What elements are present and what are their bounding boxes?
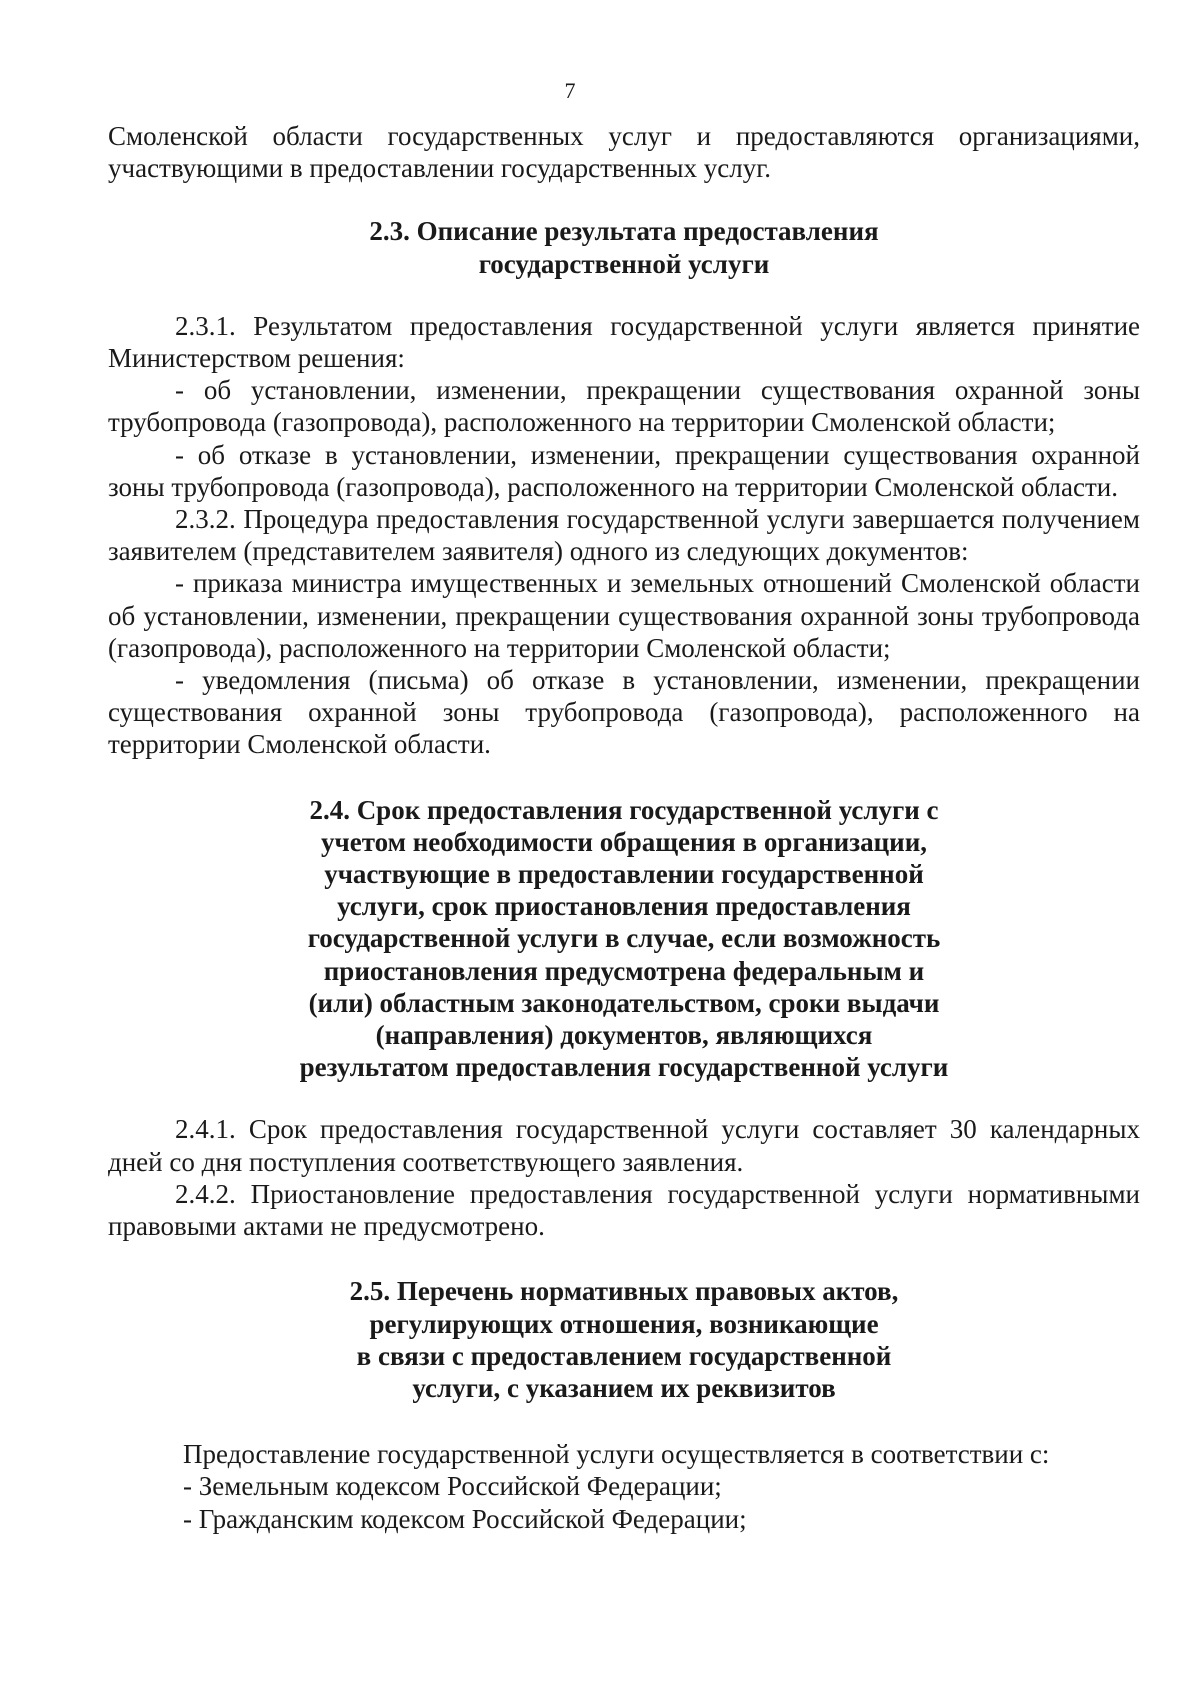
document-body bbox=[108, 120, 1140, 1535]
section-2-3-heading bbox=[108, 215, 1140, 279]
section-2-3-heading-line: 2.3. Описание результата предоставления bbox=[369, 216, 879, 247]
section-2-5-heading bbox=[108, 1275, 1140, 1404]
list-item-order: - приказа министра имущественных и земельных отношений Смоленской области об установлении, изменении, прекращении существования охранной зоны трубопровода (газопровода), расположенного на территории Смоленской области; bbox=[108, 568, 1140, 663]
section-2-4-heading-line: государственной услуги в случае, если возможность bbox=[307, 923, 941, 954]
section-2-4-heading-line: (или) областным законодательством, сроки выдачи bbox=[308, 987, 940, 1018]
page-number: 7 bbox=[564, 78, 576, 103]
list-item-decision-establish: - об установлении, изменении, прекращении существования охранной зоны трубопровода (газопровода), расположенного на территории Смоленской области; bbox=[108, 375, 1140, 438]
section-2-4-heading bbox=[108, 794, 1140, 1084]
section-2-5-heading-line: в связи с предоставлением государственной bbox=[356, 1340, 892, 1371]
section-2-3-heading-line: государственной услуги bbox=[478, 248, 770, 279]
paragraph-2-3-1: 2.3.1. Результатом предоставления государственной услуги является принятие Министерством решения: bbox=[108, 310, 1140, 374]
section-2-5-heading-line: регулирующих отношения, возникающие bbox=[369, 1308, 879, 1339]
section-2-4-heading-line: услуги, срок приостановления предоставления bbox=[337, 891, 911, 922]
section-2-5-heading-line: 2.5. Перечень нормативных правовых актов, bbox=[349, 1276, 899, 1307]
paragraph-2-4-1: 2.4.1. Срок предоставления государственной услуги составляет 30 календарных дней со дня поступления соответствующего заявления. bbox=[108, 1114, 1140, 1177]
list-item-land-code: - Земельным кодексом Российской Федерации; bbox=[183, 1471, 722, 1502]
paragraph-2-3-2: 2.3.2. Процедура предоставления государственной услуги завершается получением заявителем (представителем заявителя) одного из следующих документов: bbox=[108, 504, 1140, 567]
section-2-4-heading-line: участвующие в предоставлении государственной bbox=[324, 859, 924, 890]
section-2-4-heading-line: результатом предоставления государственной услуги bbox=[299, 1052, 949, 1083]
list-item-decision-refuse: - об отказе в установлении, изменении, прекращении существования охранной зоны трубопровода (газопровода), расположенного на территории Смоленской области. bbox=[108, 439, 1140, 502]
paragraph-2-5-intro: Предоставление государственной услуги осуществляется в соответствии с: bbox=[183, 1439, 1050, 1470]
section-2-4-heading-line: 2.4. Срок предоставления государственной услуги с bbox=[309, 794, 939, 825]
list-item-civil-code: - Гражданским кодексом Российской Федерации; bbox=[183, 1503, 747, 1534]
section-2-4-heading-line: приостановления предусмотрена федеральным и bbox=[323, 955, 925, 986]
section-2-4-heading-line: (направления) документов, являющихся bbox=[375, 1020, 873, 1051]
intro-paragraph: Смоленской области государственных услуг и предоставляются организациями, участвующими в предоставлении государственных услуг. bbox=[108, 121, 1140, 184]
paragraph-2-4-2: 2.4.2. Приостановление предоставления государственной услуги нормативными правовыми актами не предусмотрено. bbox=[108, 1178, 1140, 1242]
list-item-notice: - уведомления (письма) об отказе в установлении, изменении, прекращении существования охранной зоны трубопровода (газопровода), расположенного на территории Смоленской области. bbox=[108, 665, 1140, 760]
section-2-5-heading-line: услуги, с указанием их реквизитов bbox=[412, 1372, 836, 1403]
section-2-4-heading-line: учетом необходимости обращения в организации, bbox=[320, 826, 927, 857]
